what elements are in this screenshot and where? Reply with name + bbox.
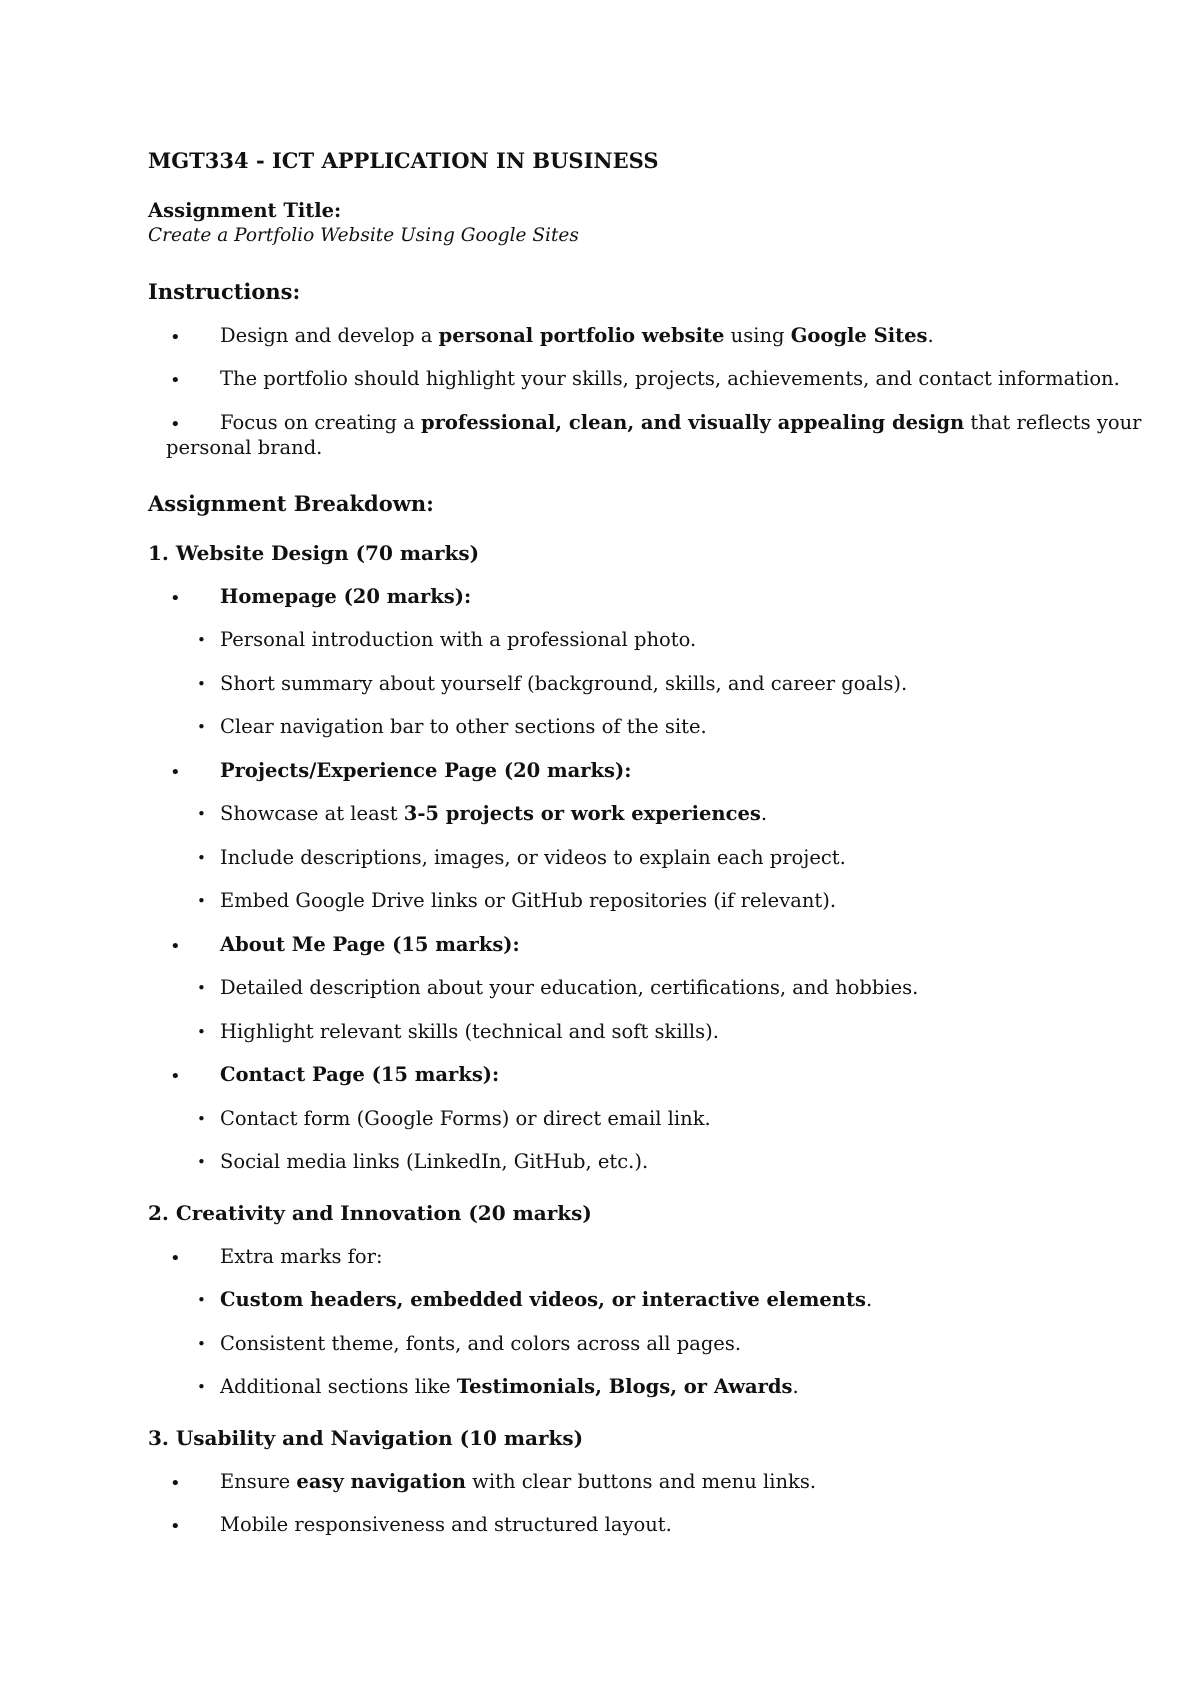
list-item: Short summary about yourself (background, skills, and career goals). bbox=[220, 672, 908, 695]
instruction-bold: Google Sites bbox=[790, 324, 928, 347]
bullet-icon: • bbox=[197, 631, 206, 649]
bullet-icon: • bbox=[197, 805, 206, 823]
bullet-icon: • bbox=[197, 979, 206, 997]
list-item: Highlight relevant skills (technical and soft skills). bbox=[220, 1020, 719, 1043]
section-heading: 1. Website Design (70 marks) bbox=[148, 541, 480, 565]
bullet-icon: • bbox=[197, 1378, 206, 1396]
list-item: Mobile responsiveness and structured layout. bbox=[220, 1513, 672, 1536]
list-item bbox=[220, 1288, 872, 1311]
bullet-icon: • bbox=[197, 1335, 206, 1353]
instruction-text: that reflects your bbox=[964, 411, 1142, 434]
list-item-bold: 3-5 projects or work experiences bbox=[403, 802, 761, 825]
list-item: Consistent theme, fonts, and colors across all pages. bbox=[220, 1332, 742, 1355]
instruction-bold: personal portfolio website bbox=[438, 324, 725, 347]
bullet-icon: • bbox=[170, 327, 181, 348]
instruction-text: Design and develop a bbox=[220, 324, 439, 347]
list-item-text: Showcase at least bbox=[220, 802, 404, 825]
bullet-icon: • bbox=[197, 1291, 206, 1309]
list-item: Extra marks for: bbox=[220, 1245, 383, 1268]
list-item: Embed Google Drive links or GitHub repositories (if relevant). bbox=[220, 889, 837, 912]
instruction-text: . bbox=[927, 324, 934, 347]
subsection-label: About Me Page (15 marks): bbox=[220, 933, 520, 956]
bullet-icon: • bbox=[170, 762, 181, 783]
list-item: Personal introduction with a professional photo. bbox=[220, 628, 697, 651]
bullet-icon: • bbox=[170, 370, 181, 391]
section-heading: 3. Usability and Navigation (10 marks) bbox=[148, 1426, 584, 1450]
bullet-icon: • bbox=[170, 1516, 181, 1537]
list-item: Clear navigation bar to other sections of the site. bbox=[220, 715, 707, 738]
course-title: MGT334 - ICT APPLICATION IN BUSINESS bbox=[148, 148, 659, 173]
list-item: Social media links (LinkedIn, GitHub, etc.). bbox=[220, 1150, 649, 1173]
list-item-bold: Testimonials, Blogs, or Awards bbox=[456, 1375, 793, 1398]
subsection-label: Homepage (20 marks): bbox=[220, 585, 472, 608]
bullet-icon: • bbox=[197, 718, 206, 736]
list-item-text: . bbox=[865, 1288, 873, 1311]
assignment-title: Create a Portfolio Website Using Google Sites bbox=[148, 225, 579, 246]
bullet-icon: • bbox=[197, 849, 206, 867]
instruction-item bbox=[220, 411, 1141, 434]
list-item-text: . bbox=[792, 1375, 799, 1398]
list-item-bold: Custom headers, embedded videos, or interactive elements bbox=[220, 1288, 866, 1311]
list-item-bold: easy navigation bbox=[296, 1470, 466, 1493]
list-item bbox=[220, 1375, 799, 1398]
instruction-item: The portfolio should highlight your skills, projects, achievements, and contact information. bbox=[220, 367, 1120, 390]
instructions-heading: Instructions: bbox=[148, 279, 301, 304]
breakdown-heading: Assignment Breakdown: bbox=[148, 491, 434, 516]
list-item bbox=[220, 1470, 816, 1493]
bullet-icon: • bbox=[197, 1110, 206, 1128]
list-item-text: with clear buttons and menu links. bbox=[465, 1470, 817, 1493]
subsection-label: Projects/Experience Page (20 marks): bbox=[220, 759, 632, 782]
bullet-icon: • bbox=[170, 1066, 181, 1087]
instruction-text: Focus on creating a bbox=[220, 411, 421, 434]
bullet-icon: • bbox=[170, 1473, 181, 1494]
list-item: Include descriptions, images, or videos to explain each project. bbox=[220, 846, 846, 869]
list-item: Contact form (Google Forms) or direct email link. bbox=[220, 1107, 711, 1130]
bullet-icon: • bbox=[197, 1023, 206, 1041]
list-item-text: Ensure bbox=[220, 1470, 297, 1493]
list-item bbox=[220, 802, 767, 825]
bullet-icon: • bbox=[197, 892, 206, 910]
instruction-continuation: personal brand. bbox=[166, 436, 323, 459]
bullet-icon: • bbox=[170, 588, 181, 609]
list-item: Detailed description about your education, certifications, and hobbies. bbox=[220, 976, 919, 999]
bullet-icon: • bbox=[170, 1248, 181, 1269]
list-item-text: . bbox=[760, 802, 768, 825]
instruction-bold: professional, clean, and visually appealing design bbox=[420, 411, 965, 434]
bullet-icon: • bbox=[170, 414, 181, 435]
assignment-title-label: Assignment Title: bbox=[148, 199, 342, 222]
subsection-label: Contact Page (15 marks): bbox=[220, 1063, 500, 1086]
section-heading: 2. Creativity and Innovation (20 marks) bbox=[148, 1201, 592, 1225]
instruction-item bbox=[220, 324, 934, 347]
instruction-text: using bbox=[724, 324, 791, 347]
bullet-icon: • bbox=[170, 936, 181, 957]
bullet-icon: • bbox=[197, 675, 206, 693]
bullet-icon: • bbox=[197, 1153, 206, 1171]
list-item-text: Additional sections like bbox=[220, 1375, 457, 1398]
